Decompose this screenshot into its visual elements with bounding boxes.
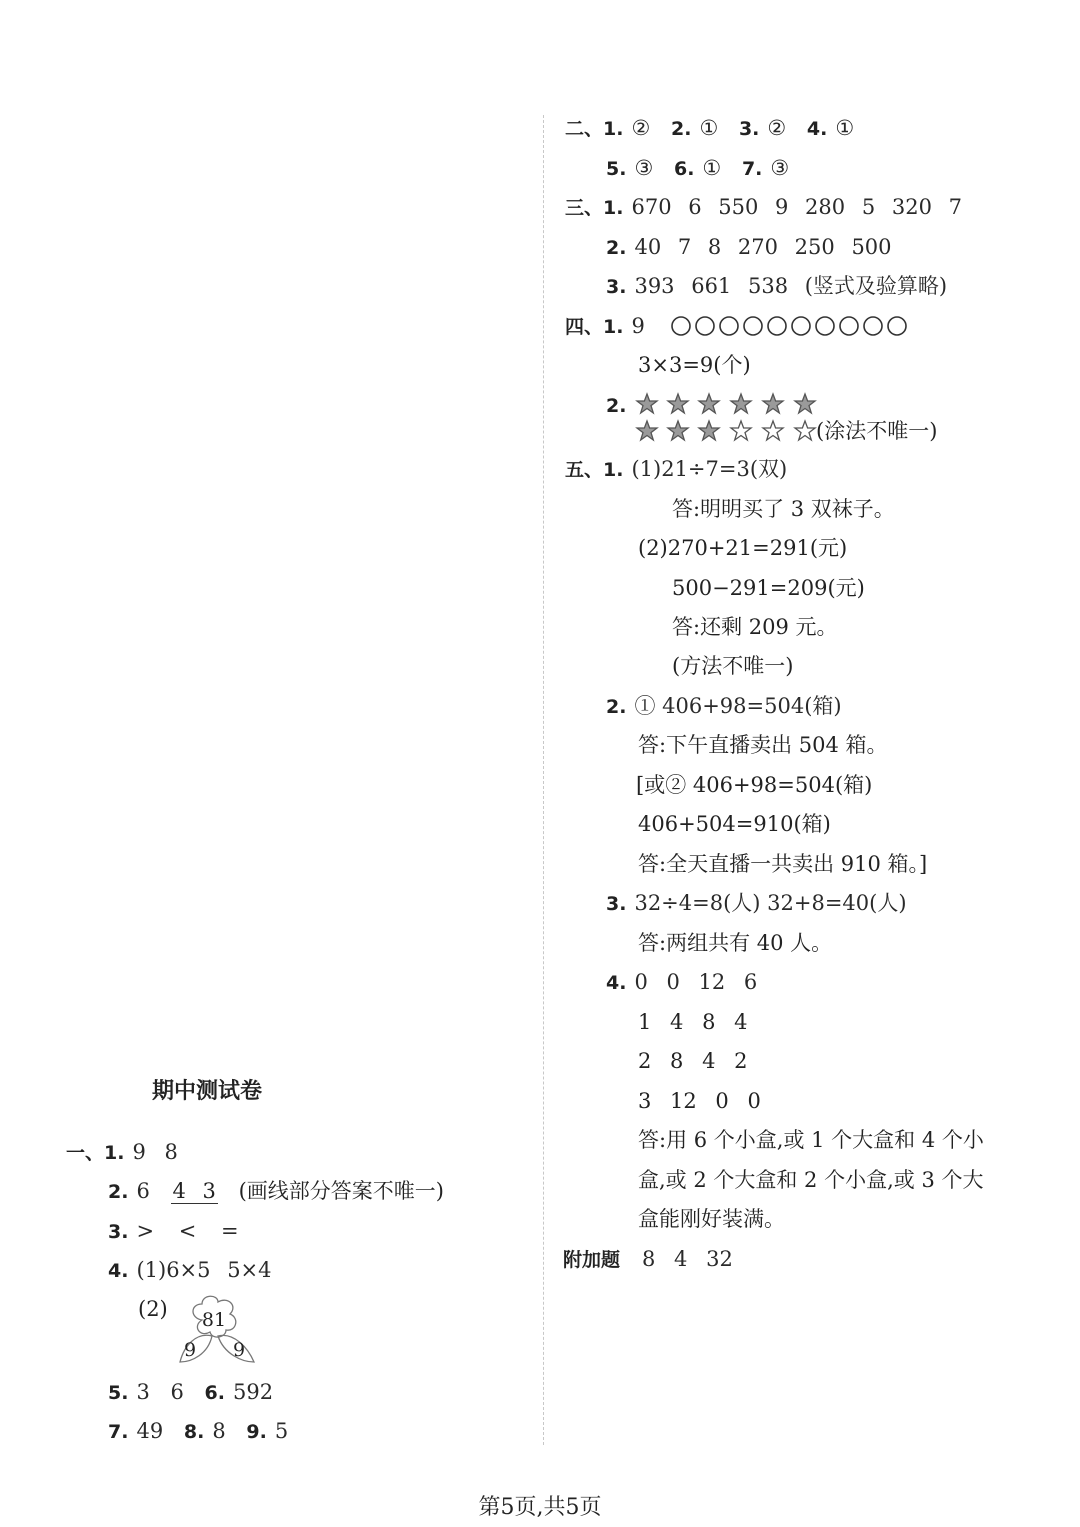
s5-q4-answer1: 答:用 6 个小盒,或 1 个大盒和 4 个小 — [638, 1128, 984, 1152]
page-title: 期中测试卷 — [152, 1079, 263, 1104]
filled-star-icon — [637, 394, 657, 413]
s5-q1-line6: (方法不唯一) — [672, 654, 794, 678]
right-leaf-number: 9 — [232, 1339, 246, 1361]
s5-q4-row1: 4. 0 0 12 6 — [606, 970, 758, 994]
circle-icon — [840, 317, 858, 335]
s2-line1: 二、1. ② 2. ① 3. ② 4. ① — [565, 116, 855, 140]
s4-line1: 四、1. 9 — [565, 314, 645, 338]
s5-q4-row4: 3 12 0 0 — [638, 1089, 761, 1113]
s5-q2-line4: 406+504=910(箱) — [638, 812, 831, 836]
s5-q2-line1: 2. ① 406+98=504(箱) — [606, 694, 842, 718]
s5-q1-line1: 五、1. (1)21÷7=3(双) — [565, 457, 788, 481]
filled-star-icon — [637, 421, 657, 440]
circle-icon — [720, 317, 738, 335]
circle-icon — [816, 317, 834, 335]
circle-icon — [672, 317, 690, 335]
circle-icon — [792, 317, 810, 335]
s5-q2-line3: [或② 406+98=504(箱) — [636, 773, 873, 797]
section-mark: 二、 — [565, 118, 604, 140]
s5-q3-line1: 3. 32÷4=8(人) 32+8=40(人) — [606, 891, 907, 915]
column-divider — [543, 115, 544, 1445]
filled-star-icon — [699, 394, 719, 413]
circle-icon — [696, 317, 714, 335]
s5-q1-line2: 答:明明买了 3 双袜子。 — [672, 497, 895, 521]
s5-q1-line4: 500−291=209(元) — [672, 576, 865, 600]
empty-star-icon — [731, 421, 751, 440]
s3-line1: 三、1. 670 6 550 9 280 5 320 7 — [565, 195, 962, 219]
underlined-answer: 4 3 — [172, 1179, 216, 1203]
empty-star-icon — [795, 421, 815, 440]
circles-drawing — [670, 314, 910, 338]
filled-star-icon — [731, 394, 751, 413]
s1-line4b: (2) — [138, 1297, 168, 1321]
s5-q1-line3: (2)270+21=291(元) — [638, 536, 848, 560]
s2-line2: 5. ③ 6. ① 7. ③ — [606, 156, 790, 180]
s4-note: (涂法不唯一) — [816, 419, 938, 443]
filled-star-icon — [668, 421, 688, 440]
s1-line4: 4. (1)6×5 5×4 — [108, 1258, 272, 1282]
s4-q2-number: 2. — [606, 395, 627, 417]
s5-q1-line5: 答:还剩 209 元。 — [672, 615, 838, 639]
s5-q4-answer2: 盒,或 2 个大盒和 2 个小盒,或 3 个大 — [638, 1168, 984, 1192]
stars-drawing — [636, 393, 836, 445]
s1-line6: 7. 49 8. 8 9. 5 — [108, 1419, 289, 1443]
circle-icon — [864, 317, 882, 335]
flower-diagram — [172, 1296, 262, 1368]
filled-star-icon — [795, 394, 815, 413]
s1-line1: 一、1. 9 8 — [66, 1140, 178, 1164]
circle-icon — [768, 317, 786, 335]
s1-line5: 5. 3 6 6. 592 — [108, 1380, 274, 1404]
section-mark: 一、 — [66, 1142, 105, 1164]
filled-star-icon — [699, 421, 719, 440]
section-mark: 四、 — [565, 316, 604, 338]
extra-label: 附加题 — [563, 1249, 621, 1271]
s4-line2: 3×3=9(个) — [638, 353, 751, 377]
s3-line3: 3. 393 661 538 (竖式及验算略) — [606, 274, 948, 298]
s1-line2: 2. 6 4 3 (画线部分答案不唯一) — [108, 1179, 444, 1203]
s3-line2: 2. 40 7 8 270 250 500 — [606, 235, 892, 259]
s5-q4-answer3: 盒能刚好装满。 — [638, 1207, 785, 1231]
circle-icon — [744, 317, 762, 335]
circle-icon — [888, 317, 906, 335]
page-footer: 第5页,共5页 — [478, 1495, 602, 1520]
filled-star-icon — [763, 394, 783, 413]
s1-line3: 3. > < = — [108, 1219, 239, 1243]
section-mark: 三、 — [565, 197, 604, 219]
filled-star-icon — [668, 394, 688, 413]
extra-question: 附加题 8 4 32 — [563, 1247, 733, 1271]
s5-q4-row3: 2 8 4 2 — [638, 1049, 748, 1073]
s5-q2-line2: 答:下午直播卖出 504 箱。 — [638, 733, 888, 757]
s5-q2-line5: 答:全天直播一共卖出 910 箱。] — [638, 852, 928, 876]
left-leaf-number: 9 — [183, 1339, 197, 1361]
s5-q4-row2: 1 4 8 4 — [638, 1010, 748, 1034]
empty-star-icon — [763, 421, 783, 440]
section-mark: 五、 — [565, 459, 604, 481]
s5-q3-line2: 答:两组共有 40 人。 — [638, 931, 833, 955]
flower-center-number: 81 — [201, 1309, 227, 1331]
